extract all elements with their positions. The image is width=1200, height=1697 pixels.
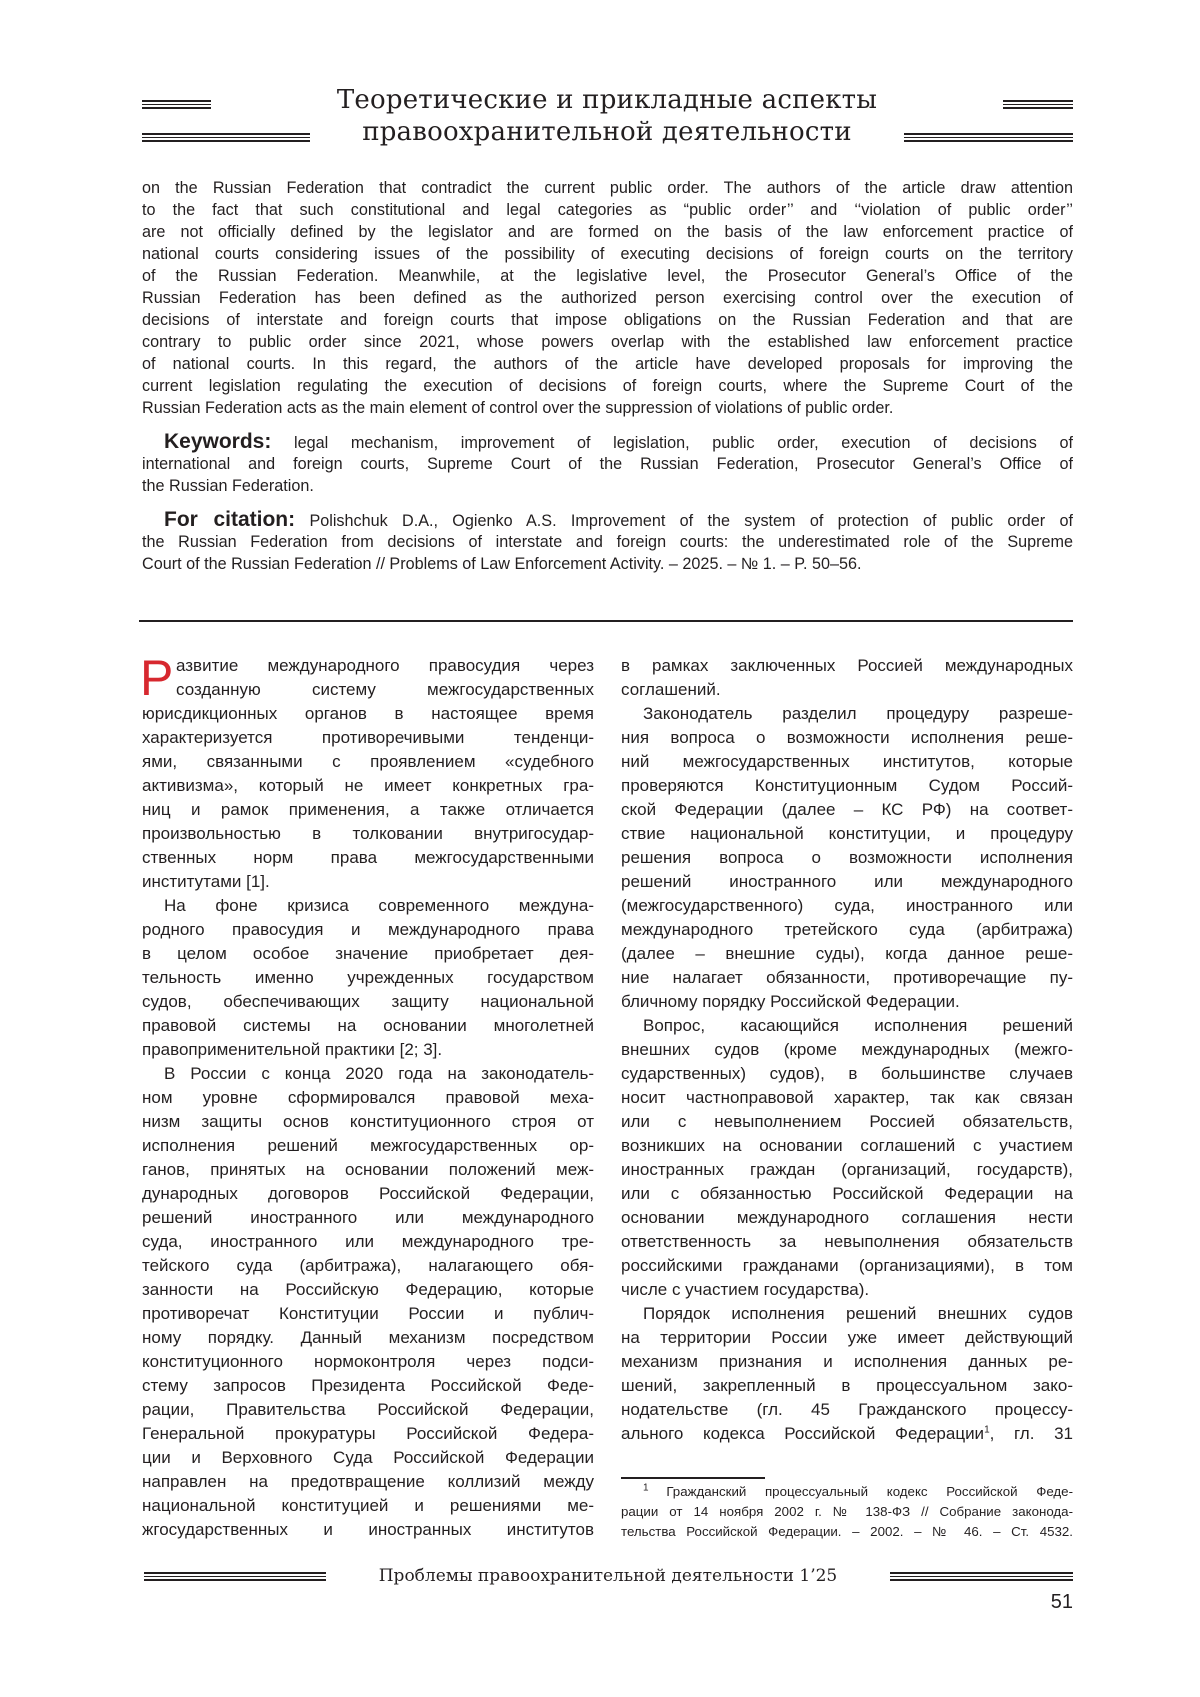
- drop-cap: Р: [140, 656, 173, 700]
- body-text-line: ном уровне сформировался правовой меха-: [142, 1086, 594, 1110]
- body-text-line: национальной конституцией и решениями ме-: [142, 1494, 594, 1518]
- body-text-line: носит частноправовой характер, так как связан: [621, 1086, 1073, 1110]
- body-text-line: конституционного нормоконтроля через подси-: [142, 1350, 594, 1374]
- body-text-line: занности на Российскую Федерацию, которые: [142, 1278, 594, 1302]
- body-text-line: иностранных граждан (организаций, государств),: [621, 1158, 1073, 1182]
- body-text-line: ному порядку. Данный механизм посредством: [142, 1326, 594, 1350]
- abstract-text: [142, 177, 1073, 419]
- footer-rule-left: [144, 1572, 326, 1581]
- body-text-line: числе с участием государства).: [621, 1278, 1073, 1302]
- body-text-line: рации, Правительства Российской Федерации,: [142, 1398, 594, 1422]
- abstract-line: national courts considering issues of the possibility of executing decisions of foreign courts on the territory: [142, 243, 1073, 265]
- abstract-line: current legislation regulating the execution of decisions of foreign courts, where the Supreme Court of the: [142, 375, 1073, 397]
- body-text-line: низм защиты основ конституционного строя от: [142, 1110, 594, 1134]
- keywords-label: Keywords:: [142, 431, 271, 453]
- citation-text: the Russian Federation from decisions of interstate and foreign courts: the underestimated role of the Supreme: [142, 531, 1073, 553]
- abstract-line: of the Russian Federation. Meanwhile, at the legislative level, the Prosecutor General’s Office of the: [142, 265, 1073, 287]
- abstract-section: [142, 177, 1073, 575]
- body-text-line: механизм признания и исполнения данных ре-: [621, 1350, 1073, 1374]
- body-text-line: ние налагает обязанности, противоречащие пу-: [621, 966, 1073, 990]
- body-text-line: юрисдикционных органов в настоящее время: [142, 702, 594, 726]
- body-text-line: дународных договоров Российской Федерации,: [142, 1182, 594, 1206]
- body-text-line: нодательстве (гл. 45 Гражданского процессу-: [621, 1398, 1073, 1422]
- page-number: 51: [1051, 1590, 1073, 1614]
- body-text-line: правоприменительной практики [2; 3].: [142, 1038, 594, 1062]
- footer-journal-title: Проблемы правоохранительной деятельности 1’25: [326, 1564, 890, 1588]
- keywords-text: international and foreign courts, Supreme Court of the Russian Federation, Prosecutor General’s Office of: [142, 453, 1073, 475]
- body-text-line: ального кодекса Российской Федерации1, гл. 31: [621, 1422, 1073, 1446]
- body-column-left: [142, 654, 594, 1542]
- body-text-line: международного третейского суда (арбитража): [621, 918, 1073, 942]
- citation-label: For citation:: [142, 509, 295, 531]
- body-text-line: шений, закрепленный в процессуальном зако-: [621, 1374, 1073, 1398]
- header-rule-left-short: [142, 100, 211, 109]
- body-text-line: или с обязанностью Российской Федерации на: [621, 1182, 1073, 1206]
- body-text-line: решений иностранного или международного: [621, 870, 1073, 894]
- footnote: [621, 1482, 1073, 1542]
- footnote-separator: [621, 1477, 765, 1479]
- body-column-right: [621, 654, 1073, 1446]
- body-text-line: исполнения решений межгосударственных ор-: [142, 1134, 594, 1158]
- body-text-line: В России с конца 2020 года на законодатель-: [142, 1062, 594, 1086]
- body-text-line: тельность именно учрежденных государством: [142, 966, 594, 990]
- body-text-line: внешних судов (кроме международных (межго-: [621, 1038, 1073, 1062]
- body-text-line: на территории России уже имеет действующий: [621, 1326, 1073, 1350]
- body-text-line: ганов, принятых на основании положений меж-: [142, 1158, 594, 1182]
- abstract-line: on the Russian Federation that contradict the current public order. The authors of the article draw attention: [142, 177, 1073, 199]
- keywords-text: legal mechanism, improvement of legislation, public order, execution of decisions of: [271, 434, 1073, 452]
- body-text-line: активизма», который не имеет конкретных гра-: [142, 774, 594, 798]
- body-text-line: Генеральной прокуратуры Российской Федера-: [142, 1422, 594, 1446]
- body-text-line: Вопрос, касающийся исполнения решений: [621, 1014, 1073, 1038]
- body-text-line: ской Федерации (далее – КС РФ) на соответ-: [621, 798, 1073, 822]
- abstract-line: are not officially defined by the legislator and are formed on the basis of the law enforcement practice of: [142, 221, 1073, 243]
- footnote-marker: 1: [643, 1483, 666, 1494]
- body-text-line: (далее – внешние суды), когда данное реше-: [621, 942, 1073, 966]
- body-text-line: решений иностранного или международного: [142, 1206, 594, 1230]
- body-text-line: созданную систему межгосударственных: [142, 678, 594, 702]
- header-title-line: правоохранительной деятельности: [300, 116, 914, 148]
- body-text-line: решения вопроса о возможности исполнения: [621, 846, 1073, 870]
- body-text-line: ния вопроса о возможности исполнения реше-: [621, 726, 1073, 750]
- body-text-line: или с невыполнением Россией обязательств,: [621, 1110, 1073, 1134]
- body-text-line: ственных норм права межгосударственными: [142, 846, 594, 870]
- body-text-line: в рамках заключенных Россией международных: [621, 654, 1073, 678]
- footnote-ref: 1: [984, 1424, 990, 1435]
- citation-text: Polishchuk D.A., Ogienko A.S. Improvement of the system of protection of public order of: [295, 512, 1073, 530]
- keywords-block: [142, 431, 1073, 497]
- abstract-line: Russian Federation acts as the main element of control over the suppression of violations of public order.: [142, 397, 1073, 419]
- section-divider: [139, 620, 1073, 622]
- body-text-line: ний межгосударственных институтов, которые: [621, 750, 1073, 774]
- body-text-line: институтами [1].: [142, 870, 594, 894]
- body-text-line: На фоне кризиса современного междуна-: [142, 894, 594, 918]
- body-text-line: ствие национальной конституции, и процедуру: [621, 822, 1073, 846]
- body-text-line: тейского суда (арбитража), налагающего обя-: [142, 1254, 594, 1278]
- body-text-line: Законодатель разделил процедуру разреше-: [621, 702, 1073, 726]
- body-text-line: суда, иностранного или международного тре-: [142, 1230, 594, 1254]
- citation-block: [142, 509, 1073, 575]
- body-text-line: произвольностью в толковании внутригосудар-: [142, 822, 594, 846]
- abstract-line: of national courts. In this regard, the authors of the article have developed proposals for improving the: [142, 353, 1073, 375]
- body-text-line: (межгосударственного) суда, иностранного или: [621, 894, 1073, 918]
- footer-rule-right: [890, 1572, 1073, 1581]
- header-rule-right-long: [904, 133, 1073, 142]
- body-text-line: соглашений.: [621, 678, 1073, 702]
- body-text-line: бличному порядку Российской Федерации.: [621, 990, 1073, 1014]
- body-text-line: проверяются Конституционным Судом Россий-: [621, 774, 1073, 798]
- body-text-line: стему запросов Президента Российской Феде-: [142, 1374, 594, 1398]
- body-text-line: характеризуется противоречивыми тенденци-: [142, 726, 594, 750]
- body-text-line: противоречат Конституции России и публич-: [142, 1302, 594, 1326]
- footnote-line: тельства Российской Федерации. – 2002. – № 46. – Ст. 4532.: [621, 1522, 1073, 1542]
- body-text-line: российскими гражданами (организациями), в том: [621, 1254, 1073, 1278]
- body-text-line: правовой системы на основании многолетней: [142, 1014, 594, 1038]
- abstract-line: Russian Federation has been defined as the authorized person exercising control over the execution of: [142, 287, 1073, 309]
- header-rule-right-short: [1003, 100, 1073, 109]
- header-rule-left-long: [142, 133, 310, 142]
- body-text-line: в целом особое значение приобретает дея-: [142, 942, 594, 966]
- body-text-line: Порядок исполнения решений внешних судов: [621, 1302, 1073, 1326]
- body-text-line: ции и Верховного Суда Российской Федерации: [142, 1446, 594, 1470]
- footnote-line: 1 Гражданский процессуальный кодекс Российской Феде-: [621, 1482, 1073, 1502]
- body-text-line: ниц и рамок применения, а также отличается: [142, 798, 594, 822]
- body-text-line: жгосударственных и иностранных институтов: [142, 1518, 594, 1542]
- abstract-line: to the fact that such constitutional and legal categories as “public order’’ and ‘‘violation of public order’’: [142, 199, 1073, 221]
- keywords-text: the Russian Federation.: [142, 475, 1073, 497]
- citation-text: Court of the Russian Federation // Problems of Law Enforcement Activity. – 2025. – № 1. – P. 50–56.: [142, 553, 1073, 575]
- body-text-line: основании международного соглашения нести: [621, 1206, 1073, 1230]
- body-text-line: азвитие международного правосудия через: [142, 654, 594, 678]
- running-header-title: [300, 84, 914, 148]
- body-text-line: возникших на основании соглашений с участием: [621, 1134, 1073, 1158]
- abstract-line: contrary to public order since 2021, whose powers overlap with the established law enforcement practice: [142, 331, 1073, 353]
- body-text-line: родного правосудия и международного права: [142, 918, 594, 942]
- header-title-line: Теоретические и прикладные аспекты: [300, 84, 914, 116]
- abstract-line: decisions of interstate and foreign courts that impose obligations on the Russian Federation and that are: [142, 309, 1073, 331]
- body-text-line: сударственных) судов), в большинстве случаев: [621, 1062, 1073, 1086]
- body-text-line: ями, связанными с проявлением «судебного: [142, 750, 594, 774]
- body-text-line: направлен на предотвращение коллизий между: [142, 1470, 594, 1494]
- body-text-line: судов, обеспечивающих защиту национальной: [142, 990, 594, 1014]
- footnote-line: рации от 14 ноября 2002 г. № 138-ФЗ // Собрание законода-: [621, 1502, 1073, 1522]
- body-text-line: ответственность за невыполнения обязательств: [621, 1230, 1073, 1254]
